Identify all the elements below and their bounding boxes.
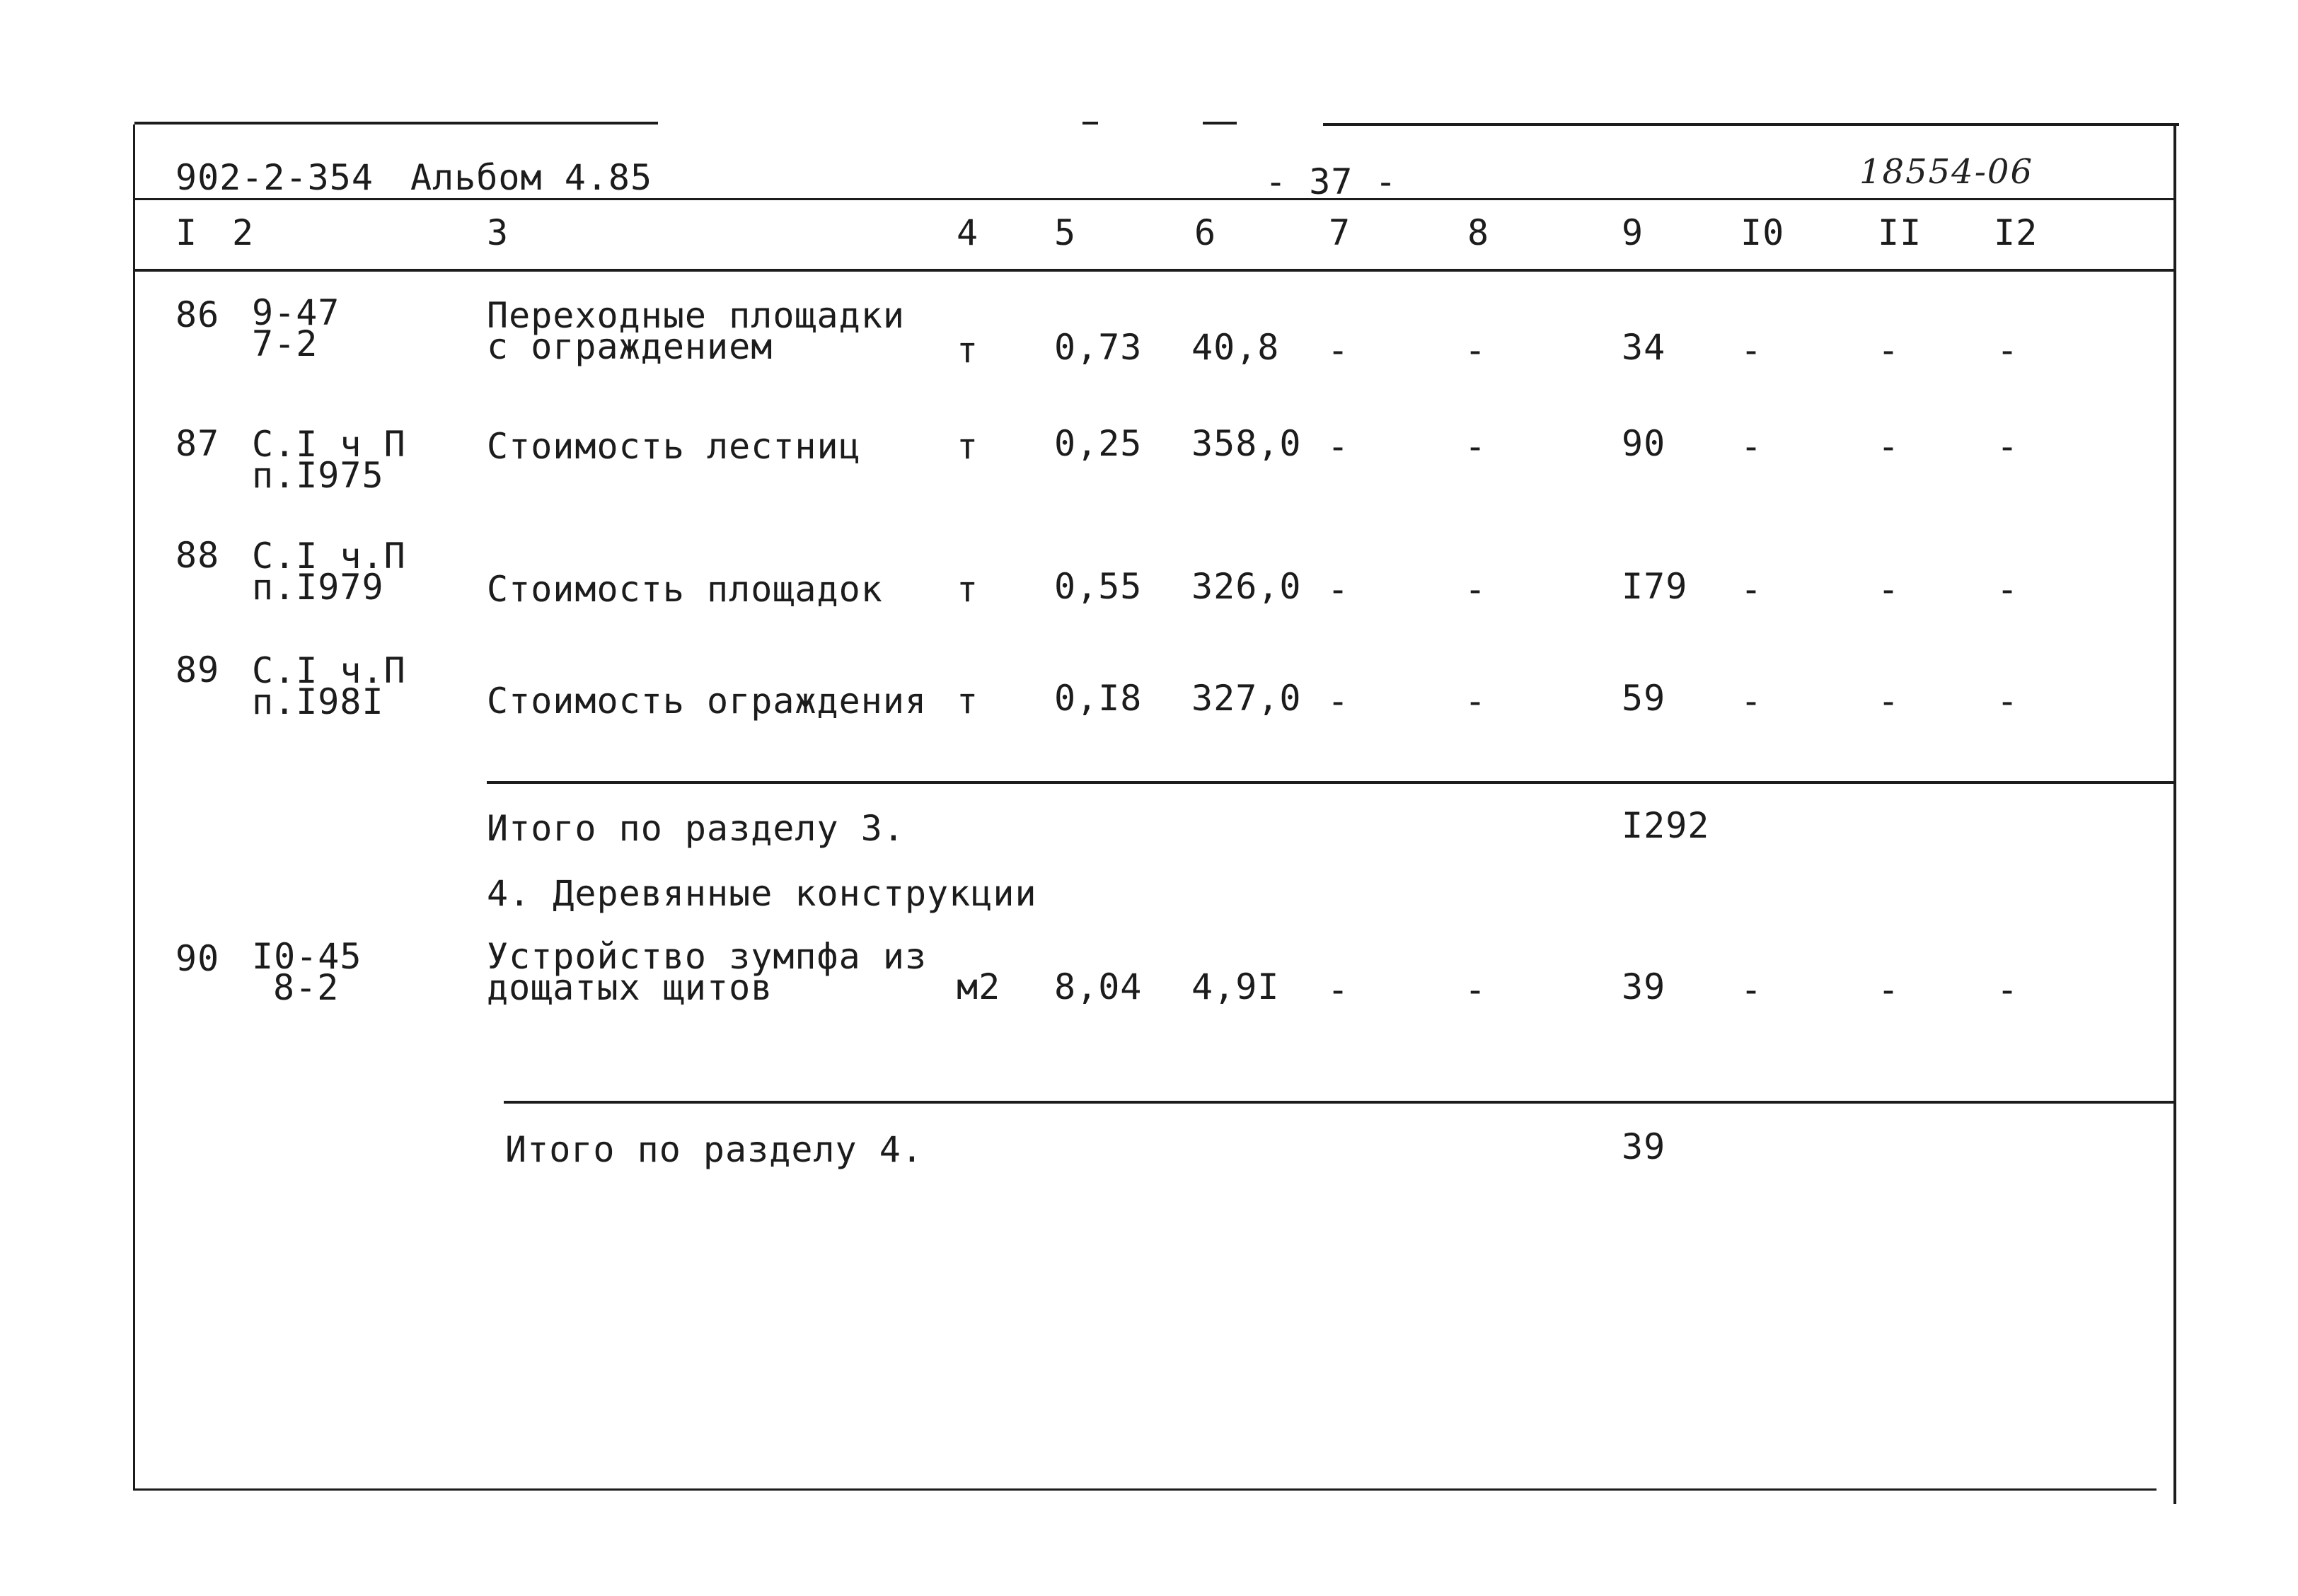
section3-separator <box>487 781 2175 784</box>
total-cost: 59 <box>1622 678 1666 719</box>
norm-code-line-2: п.I98I <box>252 681 384 722</box>
column-11-value: - <box>1878 569 1900 610</box>
column-header-5: 5 <box>1054 212 1077 253</box>
row-number: 86 <box>175 294 220 335</box>
column-header-8: 8 <box>1467 212 1490 253</box>
frame-bottom-rule <box>133 1488 2156 1491</box>
column-10-value: - <box>1740 330 1763 371</box>
column-11-value: - <box>1878 426 1900 467</box>
column-8-value: - <box>1465 426 1487 467</box>
norm-code-line-2: 7-2 <box>252 323 318 364</box>
section-4-total-value: 39 <box>1622 1126 1666 1167</box>
column-8-value: - <box>1465 330 1487 371</box>
frame-left-border <box>133 125 135 1490</box>
work-name: Стоимость лестниц <box>487 426 861 467</box>
column-7-value: - <box>1327 426 1350 467</box>
total-cost: 39 <box>1622 966 1666 1007</box>
section-4-heading: 4. Деревянные конструкции <box>487 873 1037 914</box>
album-number: Альбом 4.85 <box>410 157 653 198</box>
column-header-1: I <box>175 212 198 253</box>
work-name-line-1: Переходные площадки <box>487 295 905 336</box>
unit: т <box>957 569 979 610</box>
section-3-total-label: Итого по разделу 3. <box>487 808 905 849</box>
section-3-total-value: I292 <box>1622 805 1710 846</box>
column-10-value: - <box>1740 426 1763 467</box>
column-header-3: 3 <box>487 212 509 253</box>
column-header-9: 9 <box>1622 212 1644 253</box>
frame-top-rule-mark-1 <box>1082 122 1098 125</box>
total-cost: 34 <box>1622 327 1666 368</box>
quantity: 0,55 <box>1054 566 1143 607</box>
total-cost: 90 <box>1622 423 1666 464</box>
row-number: 89 <box>175 649 220 690</box>
unit: т <box>957 426 979 467</box>
column-header-underline <box>134 269 2176 272</box>
work-name-line-2: с ограждением <box>487 326 773 367</box>
quantity: 0,I8 <box>1054 678 1143 719</box>
column-12-value: - <box>1997 681 2019 722</box>
norm-code-line-1: 9-47 <box>252 292 340 333</box>
quantity: 8,04 <box>1054 966 1143 1007</box>
column-header-2: 2 <box>232 212 255 253</box>
column-12-value: - <box>1997 569 2019 610</box>
column-7-value: - <box>1327 681 1350 722</box>
column-12-value: - <box>1997 969 2019 1010</box>
column-header-11: II <box>1878 212 1922 253</box>
document-number: 902-2-354 <box>175 157 374 198</box>
column-10-value: - <box>1740 969 1763 1010</box>
column-header-4: 4 <box>957 212 979 253</box>
frame-top-rule-mark-2 <box>1203 122 1237 125</box>
column-10-value: - <box>1740 681 1763 722</box>
column-12-value: - <box>1997 426 2019 467</box>
unit: т <box>957 330 979 371</box>
page-number: - 37 - <box>1265 161 1397 202</box>
unit-price: 327,0 <box>1191 678 1302 719</box>
unit-price: 40,8 <box>1191 327 1280 368</box>
unit-price: 358,0 <box>1191 423 1302 464</box>
column-12-value: - <box>1997 330 2019 371</box>
unit: м2 <box>957 966 1001 1007</box>
frame-top-rule-right <box>1323 123 2179 126</box>
norm-code-line-1: С.I ч П <box>252 424 406 465</box>
column-11-value: - <box>1878 330 1900 371</box>
column-8-value: - <box>1465 969 1487 1010</box>
column-10-value: - <box>1740 569 1763 610</box>
column-8-value: - <box>1465 681 1487 722</box>
column-8-value: - <box>1465 569 1487 610</box>
header-underline <box>134 198 2176 200</box>
frame-top-rule-left <box>134 122 658 125</box>
row-number: 90 <box>175 938 220 979</box>
section-4-total-label: Итого по разделу 4. <box>505 1129 923 1170</box>
norm-code-line-2: п.I979 <box>252 567 384 608</box>
column-header-7: 7 <box>1329 212 1351 253</box>
column-11-value: - <box>1878 681 1900 722</box>
work-name: Стоимость площадок <box>487 569 883 610</box>
column-header-6: 6 <box>1194 212 1217 253</box>
unit-price: 4,9I <box>1191 966 1280 1007</box>
quantity: 0,25 <box>1054 423 1143 464</box>
norm-code-line-1: С.I ч.П <box>252 536 406 577</box>
column-7-value: - <box>1327 969 1350 1010</box>
column-7-value: - <box>1327 330 1350 371</box>
row-number: 88 <box>175 535 220 576</box>
row-number: 87 <box>175 423 220 464</box>
work-name: Стоимость ограждения <box>487 681 928 722</box>
handwritten-code: 18554-06 <box>1859 152 2033 192</box>
norm-code-line-1: I0-45 <box>252 936 362 977</box>
column-11-value: - <box>1878 969 1900 1010</box>
work-name-line-1: Устройство зумпфа из <box>487 936 928 977</box>
column-header-10: I0 <box>1740 212 1785 253</box>
total-cost: I79 <box>1622 566 1688 607</box>
norm-code-line-1: С.I ч.П <box>252 650 406 691</box>
section4-separator <box>504 1101 2175 1104</box>
column-7-value: - <box>1327 569 1350 610</box>
column-header-12: I2 <box>1994 212 2038 253</box>
norm-code-line-2: п.I975 <box>252 455 384 496</box>
quantity: 0,73 <box>1054 327 1143 368</box>
work-name-line-2: дощатых щитов <box>487 967 773 1008</box>
norm-code-line-2: 8-2 <box>273 967 340 1008</box>
unit: т <box>957 681 979 722</box>
frame-right-border <box>2173 125 2176 1504</box>
unit-price: 326,0 <box>1191 566 1302 607</box>
